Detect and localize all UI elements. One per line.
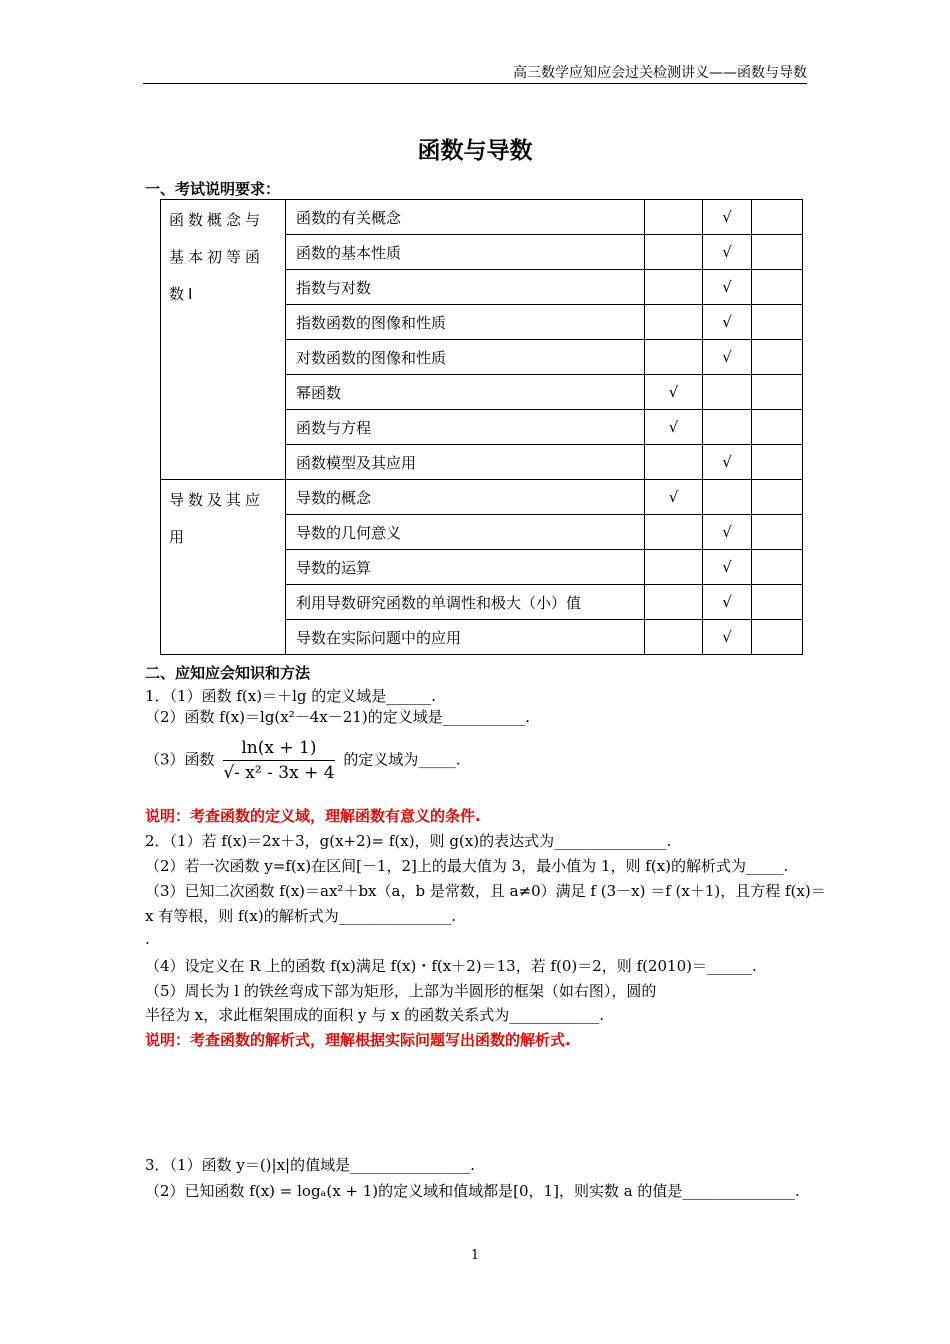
level-c3-cell [752,200,803,235]
level-c2-cell: √ [703,445,752,480]
section-heading-2: 二、应知应会知识和方法 [145,664,311,682]
q2-part1: 2．（1）若 f(x)＝2x＋3，g(x+2)= f(x)，则 g(x)的表达式为_______________. [145,832,672,850]
level-c2-cell [703,480,752,515]
page-number: 1 [470,1248,480,1263]
q1-part2: （2）函数 f(x)＝lg(x²－4x－21)的定义域是___________. [145,708,530,726]
q2-part3a: （3）已知二次函数 f(x)＝ax²＋bx（a，b 是常数，且 a≠0）满足 f (3－x) ＝f (x＋1)，且方程 f(x)＝ [145,882,826,900]
level-c1-cell [645,445,703,480]
level-c2-cell: √ [703,550,752,585]
section-heading-1: 一、考试说明要求： [145,180,281,198]
q1-part1: 1．（1）函数 f(x)＝＋lg 的定义域是______. [145,687,437,705]
level-c3-cell [752,340,803,375]
fraction-numerator: ln(x + 1) [223,738,334,761]
level-c1-cell [645,305,703,340]
level-c1-cell [645,235,703,270]
level-c1-cell [645,550,703,585]
level-c1-cell [645,585,703,620]
level-c2-cell [703,375,752,410]
fraction [223,738,334,783]
stray-dot: . [145,930,150,948]
topic-cell: 函数的基本性质 [286,235,645,270]
page-title: 函数与导数 [417,138,533,164]
level-c1-cell [645,340,703,375]
topic-cell: 指数与对数 [286,270,645,305]
level-c1-cell [645,620,703,655]
level-c2-cell: √ [703,340,752,375]
level-c2-cell: √ [703,200,752,235]
topic-cell: 导数的几何意义 [286,515,645,550]
q2-part2: （2）若一次函数 y=f(x)在区间[－1，2]上的最大值为 3，最小值为 1，则 f(x)的解析式为_____. [145,857,789,875]
level-c3-cell [752,585,803,620]
level-c1-cell [645,200,703,235]
q3-part1: 3．（1）函数 y＝()|x|的值域是________________. [145,1156,475,1174]
level-c3-cell [752,235,803,270]
topic-cell: 对数函数的图像和性质 [286,340,645,375]
level-c3-cell [752,410,803,445]
q2-part4: （4）设定义在 R 上的函数 f(x)满足 f(x)・f(x＋2)＝13，若 f(0)＝2，则 f(2010)＝______. [145,957,757,975]
level-c3-cell [752,515,803,550]
topic-cell: 导数的概念 [286,480,645,515]
q2-note: 说明：考查函数的解析式，理解根据实际问题写出函数的解析式. [145,1031,571,1049]
level-c3-cell [752,270,803,305]
level-c3-cell [752,480,803,515]
level-c3-cell [752,305,803,340]
level-c2-cell: √ [703,515,752,550]
fraction-denominator: √- x² - 3x + 4 [223,763,335,783]
level-c2-cell: √ [703,620,752,655]
q3-part2: （2）已知函数 f(x) = logₐ(x + 1)的定义域和值域都是[0，1]，则实数 a 的值是_______________. [145,1182,800,1200]
topic-cell: 导数在实际问题中的应用 [286,620,645,655]
category-cell: 函数概念与基本初等函数Ⅰ [161,200,286,480]
level-c2-cell: √ [703,235,752,270]
q2-part3b: x 有等根，则 f(x)的解析式为_______________. [145,907,456,925]
q1-part3-suffix: 的定义域为_____. [343,750,461,769]
level-c1-cell: √ [645,410,703,445]
q2-part5b: 半径为 x，求此框架围成的面积 y 与 x 的函数关系式为____________. [145,1006,605,1024]
q2-part5a: （5）周长为 l 的铁丝弯成下部为矩形，上部为半圆形的框架（如右图），圆的 [145,982,657,1000]
table-row [161,200,803,235]
topic-cell: 导数的运算 [286,550,645,585]
level-c1-cell [645,515,703,550]
topic-cell: 函数的有关概念 [286,200,645,235]
level-c2-cell [703,410,752,445]
topic-cell: 幂函数 [286,375,645,410]
level-c1-cell: √ [645,480,703,515]
level-c3-cell [752,550,803,585]
category-cell: 导数及其应用 [161,480,286,655]
level-c2-cell: √ [703,585,752,620]
q1-part3 [145,738,461,783]
level-c2-cell: √ [703,305,752,340]
topic-cell: 利用导数研究函数的单调性和极大（小）值 [286,585,645,620]
level-c3-cell [752,375,803,410]
q1-note: 说明：考查函数的定义域，理解函数有意义的条件. [145,807,481,825]
topic-cell: 函数模型及其应用 [286,445,645,480]
level-c3-cell [752,445,803,480]
level-c1-cell: √ [645,375,703,410]
topic-cell: 指数函数的图像和性质 [286,305,645,340]
level-c3-cell [752,620,803,655]
requirements-table [160,199,803,655]
header-rule [143,83,807,84]
table-row [161,480,803,515]
q1-part3-prefix: （3）函数 [145,750,215,769]
level-c2-cell: √ [703,270,752,305]
running-header: 高三数学应知应会过关检测讲义——函数与导数 [513,65,807,81]
topic-cell: 函数与方程 [286,410,645,445]
level-c1-cell [645,270,703,305]
